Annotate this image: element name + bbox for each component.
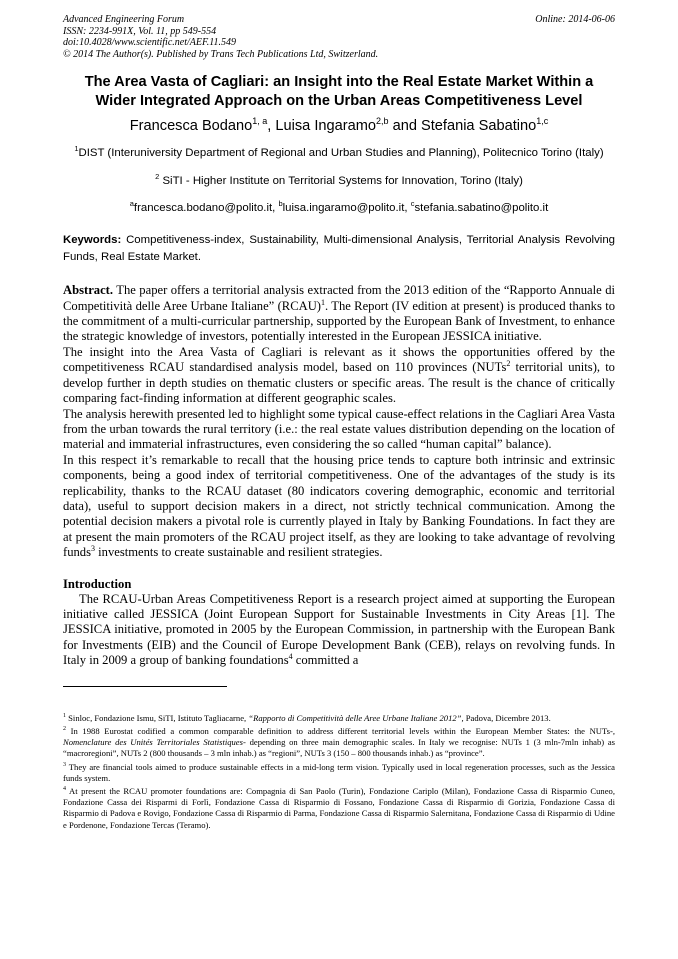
section-heading: Introduction — [63, 576, 132, 591]
text-run: In this respect it’s remarkable to recall that the housing price tends to capture both intrinsic and extrinsic components, being a good index of territorial competitiveness. One of the advantages of the study is its replicability, thanks to the RCAU dataset (80 indicators covering demographic, economic and territorial data), useful to support decision makers in a direct, not strictly technical communication. Among the potential decision makers a pivotal role is currently played in Italy by Banking Foundations. In fact they are at present the main promoters of the RCAU project itself, as they are looking to take advantage of revolving funds — [63, 452, 615, 560]
email-marker: c — [410, 199, 415, 209]
text-run: Sinloc, Fondazione Ismu, SiTI, Istituto Tagliacarne, — [66, 712, 249, 723]
text-run: In 1988 Eurostat codified a common comparable definition to address different territorial levels within the European Member States: the NUTs-, — [66, 725, 615, 736]
abstract — [63, 283, 615, 560]
text-run: The paper offers a territorial analysis extracted from the 2013 edition of the “Rapporto Annuale di Competitività delle Aree Urbane Italiane” (RCAU) — [63, 283, 615, 313]
text-run: At present the RCAU promoter foundations are: Compagnia di San Paolo (Turin), Fondazione Cariplo (Milan), Fondazione Cassa di Risparmio Cuneo, Fondazione Cassa dei Risparmi di Forlì, Fondazione Cassa di Risparmio di Fossano, Fondazione Cassa di Risparmio di Gorizia, Fondazione Cassa di Risparmio di Padova e Rovigo, Fondazione Cassa di Risparmio di Parma, Fondazione Cassa di Risparmio Salernitana, Fondazione Cassa di Risparmio di Udine e Pordenone, Fondazione Tercas (Teramo). — [63, 785, 615, 830]
abstract-paragraph: The analysis herewith presented led to highlight some typical cause-effect relations in the Cagliari Area Vasta from the urban towards the rural territory (i.e.: the real estate values distribution depending on the location of material and immaterial infrastructures, even considering the so called “human capital” balance). — [63, 406, 615, 452]
text-run: - depending on three main demographic scales. In Italy we recognise: NUTs 1 (3 mln-7mln inhab) as “macroregioni”, NUTs 2 (800 thousands – 3 mln inhab.) as “regioni”, NUTs 3 (150 – 800 thousands inhab.) as “province”. — [63, 736, 615, 759]
journal-header — [63, 14, 615, 60]
footnote — [63, 760, 615, 784]
keywords-text: Competitiveness-index, Sustainability, Multi-dimensional Analysis, Territorial Analysis Revolving Funds, Real Estate Market. — [63, 234, 615, 263]
paper-title: The Area Vasta of Cagliari: an Insight into the Real Estate Market Within a Wider Integrated Approach on the Urban Areas Competitiveness Level — [84, 74, 594, 109]
email: francesca.bodano@polito.it, — [133, 202, 279, 215]
affiliation-text: SiTI - Higher Institute on Territorial Systems for Innovation, Torino (Italy) — [159, 174, 523, 187]
email: luisa.ingaramo@polito.it, — [282, 202, 411, 215]
issn-line: ISSN: 2234-991X, Vol. 11, pp 549-554 — [63, 25, 217, 37]
doi-line: doi:10.4028/www.scientific.net/AEF.11.549 — [63, 37, 237, 48]
author-separator: and — [388, 117, 421, 134]
italic-run: Nomenclature des Unités Territoriales Statistiques — [63, 736, 243, 747]
affiliation-text: DIST (Interuniversity Department of Regional and Urban Studies and Planning), Politecnico Torino (Italy) — [78, 146, 604, 159]
affiliation — [63, 141, 615, 161]
online-date: Online: 2014-06-06 — [535, 14, 615, 25]
footnote — [63, 724, 615, 760]
abstract-paragraph — [63, 283, 615, 345]
author-marker: 1,c — [536, 116, 549, 126]
footnote-number: 1 — [63, 712, 66, 719]
author-marker: 1, a — [252, 116, 268, 126]
text-run: They are financial tools aimed to produce sustainable effects in a mid-long term vision. Typically used in local regeneration processes, such as the Jessica funds system. — [63, 761, 615, 783]
footnote-number: 4 — [63, 785, 66, 792]
introduction-section — [63, 592, 615, 669]
footnote — [63, 711, 615, 724]
text-run: committed a — [292, 653, 359, 668]
author-name: Francesca Bodano — [129, 117, 253, 134]
text-run: investments to create sustainable and resilient strategies. — [95, 545, 383, 560]
footnote-number: 2 — [63, 725, 66, 732]
email-marker: b — [278, 199, 283, 209]
text-run: . The Report (IV edition at present) is produced thanks to the commitment of a multi-curricular partnership, supported by the European Bank of Investment, to enhance the strategic knowledge of investors, potentially interested in the European JESSICA initiative. — [63, 298, 615, 344]
text-run: , Padova, Dicembre 2013. — [461, 712, 551, 723]
footnote-ref: 1 — [321, 297, 325, 307]
affiliation-marker: 1 — [74, 143, 79, 153]
author-list — [63, 111, 615, 136]
italic-run: “Rapporto di Competitività delle Aree Urbane Italiane 2012” — [248, 712, 462, 723]
footnote-ref: 3 — [91, 543, 95, 553]
author-separator: , — [267, 117, 276, 134]
keywords-label: Keywords: — [63, 234, 122, 247]
copyright-line: © 2014 The Author(s). Published by Trans Tech Publications Ltd, Switzerland. — [63, 48, 379, 60]
footnote-ref: 4 — [288, 652, 293, 661]
footnote-divider — [63, 686, 227, 687]
text-run: territorial units), to develop further in depth studies on thematic clusters or specific areas. The result is the chance of critically comparing fact-finding information at different geographic scales. — [63, 360, 615, 406]
keywords — [63, 232, 615, 265]
abstract-paragraph — [63, 345, 615, 407]
author-marker: 2,b — [376, 116, 389, 126]
text-run: The insight into the Area Vasta of Cagliari is relevant as it shows the opportunities offered by the competitiveness RCAU standardised analysis model, based on 110 provinces (NUTs — [63, 344, 615, 375]
footnote-number: 3 — [63, 761, 66, 768]
footnotes — [63, 711, 615, 831]
journal-name: Advanced Engineering Forum — [63, 14, 185, 25]
email-marker: a — [129, 199, 134, 209]
author-name: Luisa Ingaramo — [275, 117, 377, 134]
affiliation-marker: 2 — [155, 171, 160, 181]
footnote — [63, 784, 615, 831]
body-paragraph — [63, 592, 615, 669]
abstract-label: Abstract. — [63, 283, 114, 298]
affiliation — [63, 169, 615, 189]
author-name: Stefania Sabatino — [421, 117, 537, 134]
email: stefania.sabatino@polito.it — [414, 202, 549, 215]
abstract-paragraph — [63, 453, 615, 561]
text-run: The RCAU-Urban Areas Competitiveness Report is a research project aimed at supporting the European initiative called JESSICA (Joint European Support for Sustainable Investments in City Areas [1]. The JESSICA initiative, promoted in 2005 by the European Commission, in partnership with the European Bank for Investments (EIB) and the Council of Europe Development Bank (CEB), relays on revolving funds. In Italy in 2009 a group of banking foundations — [63, 591, 615, 668]
email-list — [63, 196, 615, 216]
paper-page — [63, 14, 615, 831]
footnote-ref: 2 — [506, 359, 511, 369]
